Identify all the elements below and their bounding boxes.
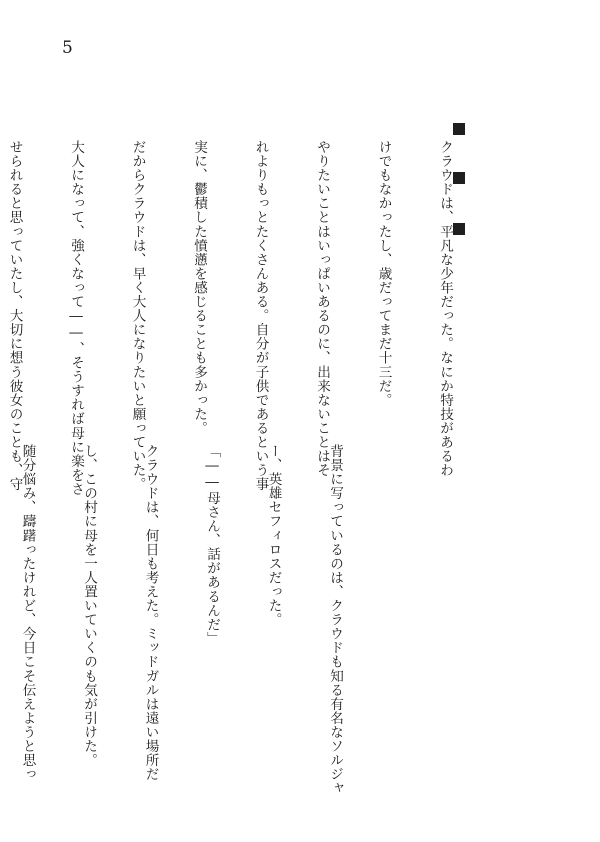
text-column: 背景に写っているのは、クラウドも知る有名なソルジャ: [327, 444, 343, 796]
text-column: 大人になって、強くなって――、そうすれば母に楽をさ: [68, 140, 84, 497]
text-column: し、この村に母を一人置いていくのも気が引けた。: [81, 444, 97, 768]
text-column: ー、英雄セフィロスだった。: [265, 444, 282, 627]
text-column: 実に、鬱積した憤懣を感じることも多かった。: [191, 140, 207, 436]
text-column: やりたいことはいっぱいあるのに、出来ないことはそ: [314, 140, 330, 478]
upper-text-block: [0, 140, 496, 496]
text-column: だからクラウドは、早く大人になりたいと願っていた。: [129, 140, 146, 492]
text-column: 随分悩み、躊躇ったけれど、今日こそ伝えようと思っ: [19, 444, 36, 782]
lower-text-block: [0, 444, 386, 814]
text-column: せられると思っていたし、大切に想う彼女のことも、守: [6, 140, 23, 492]
section-separator-mark-1: [453, 123, 465, 135]
text-column: 「――母さん、話があるんだ」: [204, 444, 220, 646]
text-column: れよりもっとたくさんある。自分が子供であるという事: [252, 140, 269, 492]
text-column: けでもなかったし、歳だってまだ十三だ。: [375, 140, 392, 407]
text-column: クラウドは、何日も考えた。ミッドガルは遠い場所だ: [142, 444, 159, 782]
page-number: 5: [62, 38, 73, 58]
text-column: クラウドは、平凡な少年だった。なにか特技があるわ: [437, 140, 453, 478]
